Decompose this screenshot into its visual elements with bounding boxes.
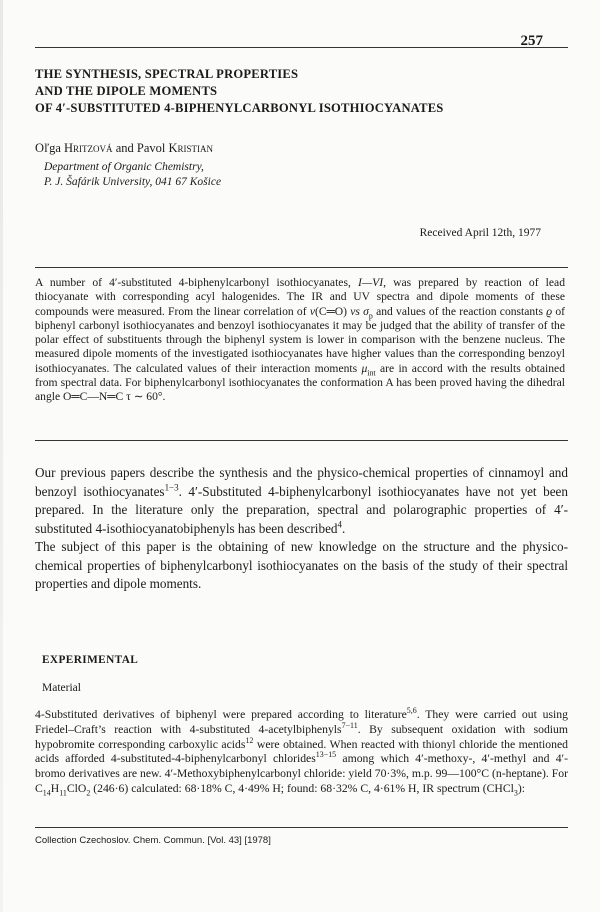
scan-margin xyxy=(0,0,3,912)
material-text: were obtained. When reacted with thionyl chloride the mentioned acids afforded 4-substituted-4-biphenylcarbonyl chlorides xyxy=(35,737,568,766)
intro-paragraph-1 xyxy=(35,464,568,538)
abstract-text: are in accord with the results obtained from spectral data. For biphenylcarbonyl isothiocyanates the conformation A has been proved having the dihedral angle O═C—N═C τ ∼ 60°. xyxy=(35,361,565,404)
abstract-bottom-rule xyxy=(35,440,568,441)
citation: 7−11 xyxy=(341,720,358,730)
abstract-text: of biphenyl carbonyl isothiocyanates and benzoyl isothiocyanates it may be judged that the ability of transfer of the polar effect of substituents through the biphenyl system is lower in comparison with the benzene nucleus. The measured dipole moments of the investigated isothiocyanates have higher values than the corresponding benzoyl isothiocyanates. The calculated values of their interaction moments xyxy=(35,304,565,375)
footer-rule xyxy=(35,827,568,828)
citation: 12 xyxy=(245,735,254,745)
received-date: Received April 12th, 1977 xyxy=(419,227,541,239)
material-text: . They were carried out using Friedel–Craft’s reaction with 4-substituted 4-acetylbiphenyls xyxy=(35,708,568,736)
material-text: 4-Substituted derivatives of biphenyl were prepared according to literature xyxy=(35,708,407,721)
section-heading: EXPERIMENTAL xyxy=(42,654,139,666)
author-1-first: Oľga xyxy=(35,141,61,155)
header-rule xyxy=(35,47,568,48)
formula-subscript: 14 xyxy=(42,788,51,798)
material-text: ): xyxy=(517,781,525,795)
abstract-text: , was prepared by reaction of lead thiocyanate with corresponding acyl halogenides. The IR and UV spectra and dipole moments of these compounds were measured. From the linear correlation of xyxy=(35,276,565,318)
vs-sigma: vs σ xyxy=(350,304,369,318)
formula-subscript: 2 xyxy=(86,788,91,798)
authors xyxy=(35,141,213,156)
citation: 5,6 xyxy=(406,706,417,716)
sigma-subscript: p xyxy=(368,310,373,320)
formula-subscript: 3 xyxy=(513,788,518,798)
material-text: among which 4′-methoxy-, 4′-methyl and 4′-bromo derivatives are new. 4′-Methoxybiphenylcarbonyl chloride: yield 70·3%, m.p. 99—100°C (n-heptane). For C xyxy=(35,752,568,795)
rho-symbol: ϱ xyxy=(546,304,553,318)
citation: 1−3 xyxy=(164,482,179,493)
material-text: ClO xyxy=(66,781,87,795)
subsection-heading: Material xyxy=(42,682,81,694)
intro-text: . xyxy=(342,520,346,536)
intro-paragraph-2: The subject of this paper is the obtaining of new knowledge on the structure and the physico-chemical properties of biphenylcarbonyl isothiocyanates on the basis of the study of their spectral properties and dipole moments. xyxy=(35,539,568,591)
abstract-text: and values of the reaction constants xyxy=(372,304,547,318)
author-2-last: Kristian xyxy=(168,141,214,155)
nu-symbol: ν xyxy=(309,304,315,318)
affiliation-line-2: P. J. Šafárik University, 041 67 Košice xyxy=(44,176,222,188)
mu-subscript: int xyxy=(367,368,376,378)
material-text: (246·6) calculated: 68·18% C, 4·49% H; found: 68·32% C, 4·61% H, IR spectrum (CHCl xyxy=(90,781,514,795)
compound-range: I—VI xyxy=(357,276,384,289)
intro-text: Our previous papers describe the synthesis and the physico-chemical properties of cinnamoyl and benzoyl isothiocyanates xyxy=(35,465,568,499)
page-number: 257 xyxy=(520,33,543,49)
article-title xyxy=(35,66,575,117)
formula-subscript: 11 xyxy=(59,788,67,798)
mu-symbol: μ xyxy=(361,361,368,375)
author-1-last: Hritzová xyxy=(64,141,113,155)
affiliation xyxy=(44,160,221,190)
material-text: H xyxy=(50,781,60,795)
title-line-2: AND THE DIPOLE MOMENTS xyxy=(35,84,218,98)
abstract-text: (C═O) xyxy=(314,304,351,318)
affiliation-line-1: Department of Organic Chemistry, xyxy=(44,161,204,173)
citation: 13−15 xyxy=(315,750,337,760)
citation: 4 xyxy=(337,519,342,530)
journal-footer: Collection Czechoslov. Chem. Commun. [Vol. 43] [1978] xyxy=(35,835,271,846)
title-line-3: OF 4′-SUBSTITUTED 4-BIPHENYLCARBONYL ISOTHIOCYANATES xyxy=(35,101,444,115)
material-paragraph xyxy=(35,708,568,797)
material-text: . By subsequent oxidation with sodium hypobromite corresponding carboxylic acids xyxy=(35,722,568,751)
title-line-1: THE SYNTHESIS, SPECTRAL PROPERTIES xyxy=(35,67,299,81)
abstract-text: A number of 4′-substituted 4-biphenylcarbonyl isothiocyanates, xyxy=(35,276,358,289)
abstract xyxy=(35,276,565,405)
abstract-top-rule xyxy=(35,267,568,268)
intro-text: . 4′-Substituted 4-biphenylcarbonyl isothiocyanates have not yet been prepared. In the literature only the preparation, spectral and polarographic properties of 4′-substituted 4-isothiocyanatobiphenyls has been described xyxy=(35,483,569,536)
author-2-first: Pavol xyxy=(136,141,166,155)
introduction xyxy=(35,464,568,594)
authors-and: and xyxy=(115,141,134,155)
